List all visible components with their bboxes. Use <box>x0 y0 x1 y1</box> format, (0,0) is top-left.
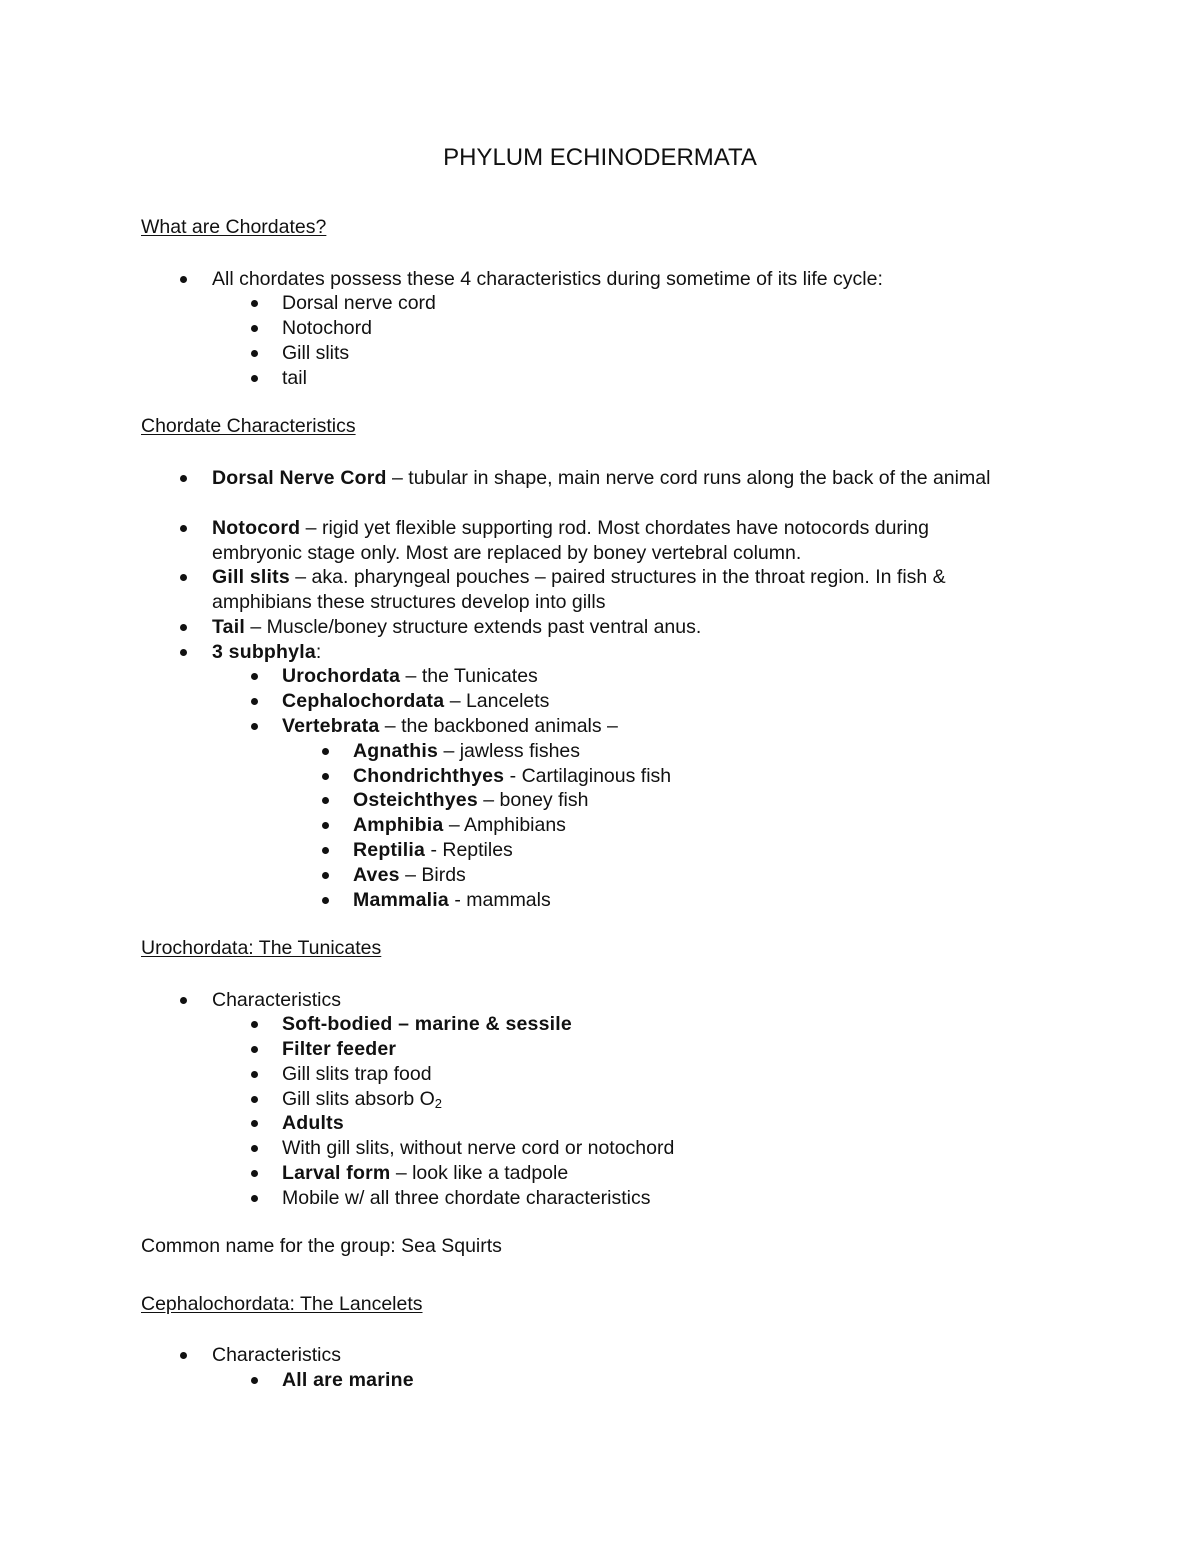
section-heading-cephalochordata: Cephalochordata: The Lancelets <box>141 1293 423 1315</box>
list-item: tail <box>282 366 1042 391</box>
bullet-icon <box>251 1071 258 1078</box>
bullet-icon <box>251 350 258 357</box>
bullet-icon <box>180 997 187 1004</box>
list-item: Characteristics <box>212 1343 1042 1368</box>
list-item: Adults <box>282 1111 1042 1136</box>
list-item: Reptilia - Reptiles <box>353 838 1043 863</box>
list-item: Filter feeder <box>282 1037 1042 1062</box>
list-item: Urochordata – the Tunicates <box>282 664 1042 689</box>
list-item: Gill slits trap food <box>282 1062 1042 1087</box>
list-item: Chondrichthyes - Cartilaginous fish <box>353 764 1043 789</box>
bullet-icon <box>251 673 258 680</box>
section-heading-what-are-chordates: What are Chordates? <box>141 216 327 238</box>
bullet-icon <box>180 525 187 532</box>
bullet-icon <box>322 797 329 804</box>
bullet-icon <box>180 1352 187 1359</box>
bullet-icon <box>322 773 329 780</box>
list-item: Dorsal nerve cord <box>282 291 1042 316</box>
list-item: Notocord – rigid yet flexible supporting rod. Most chordates have notocords during embryonic stage only. Most are replaced by boney vertebral column. <box>212 516 1012 566</box>
list-item: Aves – Birds <box>353 863 1043 888</box>
bullet-icon <box>180 574 187 581</box>
bullet-icon <box>322 748 329 755</box>
bullet-icon <box>180 475 187 482</box>
bullet-icon <box>251 1170 258 1177</box>
bullet-icon <box>322 822 329 829</box>
bullet-icon <box>251 375 258 382</box>
common-name-text: Common name for the group: Sea Squirts <box>141 1235 502 1257</box>
list-item: Gill slits absorb $O_2$ <box>282 1087 1042 1117</box>
list-item: Notochord <box>282 316 1042 341</box>
bullet-icon <box>251 300 258 307</box>
list-item: All are marine <box>282 1368 1042 1393</box>
list-item: Mammalia - mammals <box>353 888 1043 913</box>
list-item: Mobile w/ all three chordate characteristics <box>282 1186 1042 1211</box>
list-item: Gill slits – aka. pharyngeal pouches – paired structures in the throat region. In fish & amphibians these structures develop into gills <box>212 565 1027 615</box>
bullet-icon <box>251 1377 258 1384</box>
list-item: Characteristics <box>212 988 1042 1013</box>
list-item: Tail – Muscle/boney structure extends past ventral anus. <box>212 615 1042 640</box>
list-item: All chordates possess these 4 characteristics during sometime of its life cycle: <box>212 267 1042 292</box>
bullet-icon <box>251 1046 258 1053</box>
bullet-icon <box>180 276 187 283</box>
list-item: 3 subphyla: <box>212 640 1042 665</box>
section-heading-urochordata: Urochordata: The Tunicates <box>141 937 382 959</box>
bullet-icon <box>322 847 329 854</box>
list-item: Larval form – look like a tadpole <box>282 1161 1042 1186</box>
list-item: Osteichthyes – boney fish <box>353 788 1043 813</box>
list-item: Dorsal Nerve Cord – tubular in shape, main nerve cord runs along the back of the animal <box>212 466 1012 491</box>
bullet-icon <box>251 1145 258 1152</box>
list-item: Soft-bodied – marine & sessile <box>282 1012 1042 1037</box>
bullet-icon <box>180 649 187 656</box>
bullet-icon <box>251 325 258 332</box>
bullet-icon <box>251 1096 258 1103</box>
bullet-icon <box>251 1195 258 1202</box>
bullet-icon <box>251 1021 258 1028</box>
section-heading-chordate-characteristics: Chordate Characteristics <box>141 415 356 437</box>
bullet-icon <box>251 1120 258 1127</box>
bullet-icon <box>322 872 329 879</box>
bullet-icon <box>251 698 258 705</box>
bullet-icon <box>251 723 258 730</box>
list-item: Amphibia – Amphibians <box>353 813 1043 838</box>
list-item: Gill slits <box>282 341 1042 366</box>
list-item: With gill slits, without nerve cord or notochord <box>282 1136 1042 1161</box>
list-item: Cephalochordata – Lancelets <box>282 689 1042 714</box>
list-item: Vertebrata – the backboned animals – <box>282 714 1042 739</box>
bullet-icon <box>180 624 187 631</box>
page-title: PHYLUM ECHINODERMATA <box>443 144 757 171</box>
bullet-icon <box>322 897 329 904</box>
list-item: Agnathis – jawless fishes <box>353 739 1043 764</box>
